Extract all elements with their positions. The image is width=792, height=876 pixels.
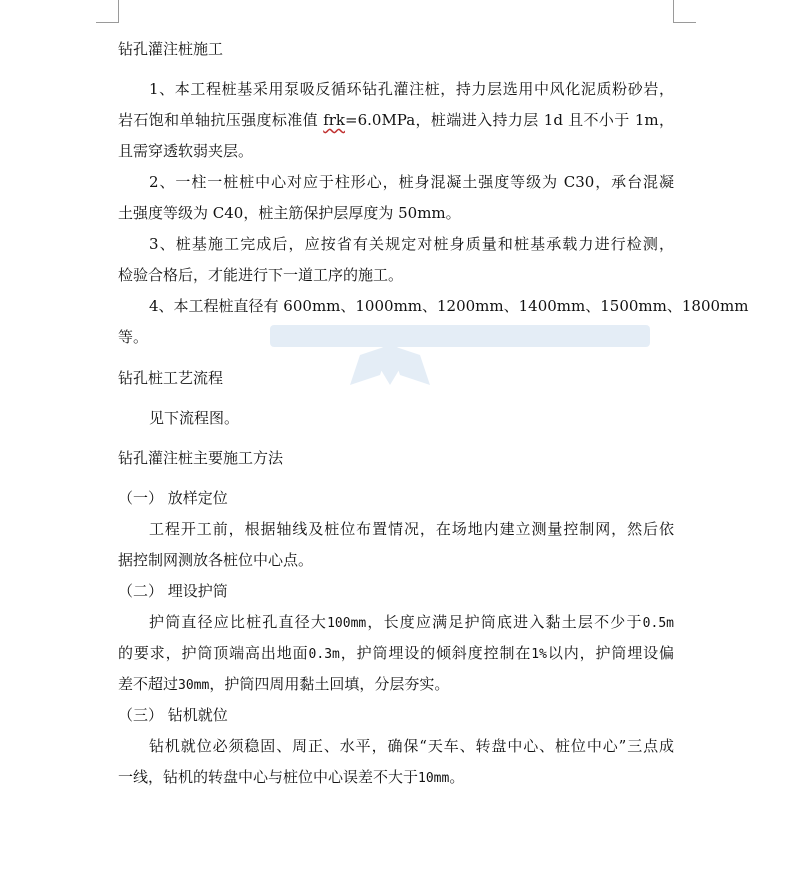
section-2-heading: （二） 埋设护筒	[118, 582, 228, 600]
item-2-line-2: 土强度等级为 C40，桩主筋保护层厚度为 50mm。	[118, 204, 461, 222]
section-1-heading: （一） 放样定位	[118, 489, 228, 507]
section-2-line-2: 的要求，护筒顶端高出地面0.3m，护筒埋设的倾斜度控制在1%以内，护筒埋设偏	[118, 644, 674, 662]
section-2-line-1: 护筒直径应比桩孔直径大100mm，长度应满足护筒底进入黏土层不少于0.5m	[149, 613, 674, 631]
item-1-line-3: 且需穿透软弱夹层。	[118, 142, 254, 160]
spellcheck-term: frk	[323, 111, 346, 129]
document-page	[118, 34, 749, 793]
item-1-line-2: 岩石饱和单轴抗压强度标准值 frk=6.0MPa，桩端进入持力层 1d 且不小于 1m，	[118, 111, 674, 129]
page-corner-mark-left	[96, 0, 119, 23]
section-3-line-2: 一线，钻机的转盘中心与桩位中心误差不大于10mm。	[118, 768, 465, 786]
item-4-line-1: 4、本工程桩直径有 600mm、1000mm、1200mm、1400mm、1500mm、1800mm	[149, 297, 749, 315]
methods-heading: 钻孔灌注桩主要施工方法	[118, 449, 284, 467]
section-3-heading: （三） 钻机就位	[118, 706, 228, 724]
doc-title: 钻孔灌注桩施工	[118, 40, 224, 58]
item-1-line-1: 1、本工程桩基采用泵吸反循环钻孔灌注桩，持力层选用中风化泥质粉砂岩，	[149, 80, 674, 98]
section-3-line-1: 钻机就位必须稳固、周正、水平，确保“天车、转盘中心、桩位中心”三点成	[149, 737, 674, 755]
item-3-line-2: 检验合格后，才能进行下一道工序的施工。	[118, 266, 404, 284]
process-text: 见下流程图。	[149, 409, 240, 427]
item-4-line-2: 等。	[118, 328, 149, 346]
item-3-line-1: 3、桩基施工完成后，应按省有关规定对桩身质量和桩基承载力进行检测，	[149, 235, 674, 253]
section-2-line-3: 差不超过30mm，护筒四周用黏土回填，分层夯实。	[118, 675, 450, 693]
page-corner-mark-right	[673, 0, 696, 23]
section-1-line-2: 据控制网测放各桩位中心点。	[118, 551, 314, 569]
section-1-line-1: 工程开工前，根据轴线及桩位布置情况，在场地内建立测量控制网，然后依	[149, 520, 674, 538]
process-heading: 钻孔桩工艺流程	[118, 369, 224, 387]
item-2-line-1: 2、一柱一桩桩中心对应于柱形心，桩身混凝土强度等级为 C30，承台混凝	[149, 173, 674, 191]
